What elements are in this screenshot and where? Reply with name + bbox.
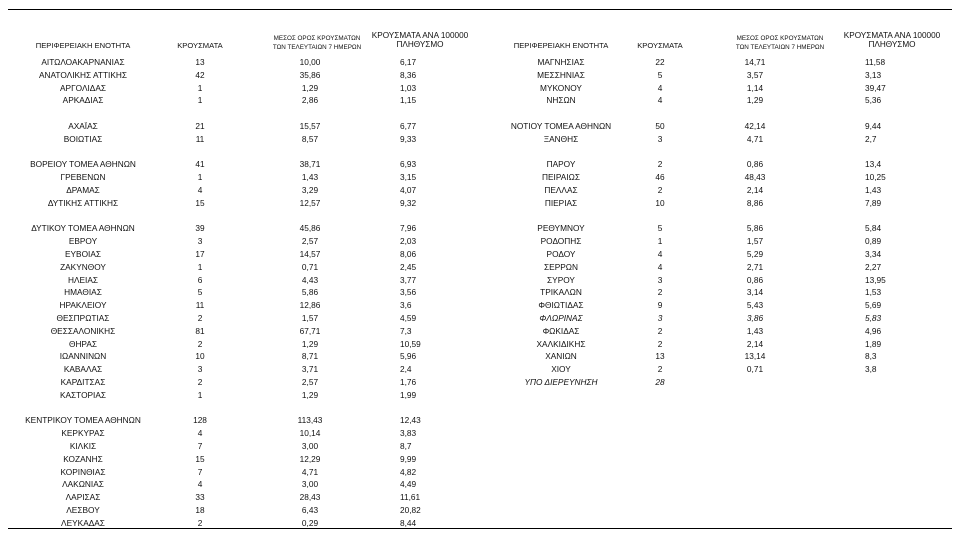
- cell-per100k: 5,84: [865, 223, 882, 234]
- cell-cases: 1: [197, 95, 203, 106]
- cell-per100k: 1,76: [400, 376, 417, 387]
- cell-region: ΡΟΔΟΥ: [546, 248, 576, 259]
- cell-avg: 0,29: [301, 517, 319, 528]
- table-row: [480, 350, 960, 363]
- cell-region: ΧΑΝΙΩΝ: [545, 351, 577, 362]
- cell-avg: 12,86: [299, 300, 321, 311]
- cell-per100k: 6,93: [400, 159, 417, 170]
- cell-avg: 113,43: [297, 415, 323, 426]
- cell-avg: 8,86: [746, 197, 764, 208]
- cell-region: ΛΕΥΚΑΔΑΣ: [61, 517, 105, 528]
- cell-region: ΒΟΙΩΤΙΑΣ: [63, 133, 103, 144]
- table-row: [0, 299, 480, 312]
- table-row: [0, 414, 480, 427]
- cell-per100k: 3,77: [400, 274, 417, 285]
- cell-cases: 5: [657, 223, 663, 234]
- cell-per100k: 1,53: [865, 287, 882, 298]
- cell-avg: 3,71: [301, 364, 319, 375]
- cell-cases: 3: [197, 364, 203, 375]
- cell-region: ΦΩΚΙΔΑΣ: [542, 325, 580, 336]
- cell-per100k: 8,36: [400, 69, 417, 80]
- cell-cases: 11: [195, 300, 205, 311]
- cell-region: ΚΑΣΤΟΡΙΑΣ: [59, 389, 107, 400]
- cell-cases: 2: [657, 159, 663, 170]
- cell-cases: 6: [197, 274, 203, 285]
- cell-avg: 3,86: [746, 312, 764, 323]
- spacer-row: [0, 402, 480, 415]
- table-row: [0, 286, 480, 299]
- cell-cases: 3: [197, 236, 203, 247]
- cell-region: ΡΕΘΥΜΝΟΥ: [537, 223, 585, 234]
- table-row: [0, 338, 480, 351]
- cell-per100k: 8,7: [400, 440, 412, 451]
- cell-avg: 4,43: [301, 274, 319, 285]
- cell-cases: 22: [655, 57, 665, 67]
- cell-cases: 2: [197, 312, 203, 323]
- table-row: [0, 376, 480, 389]
- header-avg-right: ΜΕΣΟΣ ΟΡΟΣ ΚΡΟΥΣΜΑΤΩΝ ΤΩΝ ΤΕΛΕΥΤΑΙΩΝ 7 ΗΜΕΡΩΝ: [735, 35, 825, 51]
- cell-region: ΚΑΒΑΛΑΣ: [63, 364, 103, 375]
- cell-region: ΚΑΡΔΙΤΣΑΣ: [60, 376, 106, 387]
- cell-cases: 33: [195, 492, 205, 503]
- cell-avg: 8,71: [301, 351, 319, 362]
- cell-per100k: 7,3: [400, 325, 412, 336]
- cell-cases: 13: [195, 57, 205, 67]
- cell-cases: 1: [197, 172, 203, 183]
- cell-avg: 38,71: [299, 159, 321, 170]
- cell-avg: 10,00: [299, 57, 321, 67]
- cell-avg: 12,57: [299, 197, 321, 208]
- spacer-row: [0, 210, 480, 223]
- cell-avg: 2,86: [301, 95, 319, 106]
- spacer-row: [0, 107, 480, 120]
- cell-avg: 5,86: [746, 223, 764, 234]
- cell-cases: 9: [657, 300, 663, 311]
- cell-per100k: 9,33: [400, 133, 417, 144]
- cell-region: ΚΙΛΚΙΣ: [69, 440, 97, 451]
- cell-cases: 2: [657, 184, 663, 195]
- cell-cases: 2: [197, 338, 203, 349]
- cell-per100k: 1,89: [865, 338, 882, 349]
- table-row: [480, 158, 960, 171]
- cell-avg: 10,14: [299, 428, 321, 439]
- cell-region: ΠΕΙΡΑΙΩΣ: [542, 172, 580, 183]
- table-row: [0, 389, 480, 402]
- cell-cases: 1: [197, 261, 203, 272]
- cell-avg: 14,71: [744, 57, 766, 67]
- cell-avg: 3,57: [746, 69, 764, 80]
- table-row: [0, 363, 480, 376]
- cell-per100k: 5,96: [400, 351, 417, 362]
- cell-per100k: 39,47: [865, 82, 886, 93]
- cell-avg: 3,14: [746, 287, 764, 298]
- cell-per100k: 9,32: [400, 197, 417, 208]
- table-row: [0, 350, 480, 363]
- cell-region: ΛΑΡΙΣΑΣ: [65, 492, 101, 503]
- cell-cases: 1: [197, 389, 203, 400]
- cell-region: ΛΕΣΒΟΥ: [66, 504, 100, 515]
- table-row: [0, 197, 480, 210]
- cell-per100k: 3,13: [865, 69, 882, 80]
- cell-avg: 42,14: [744, 120, 766, 131]
- cell-per100k: 2,7: [865, 133, 877, 144]
- cell-avg: 5,29: [746, 248, 764, 259]
- cell-per100k: 4,96: [865, 325, 882, 336]
- cell-region: ΑΝΑΤΟΛΙΚΗΣ ΑΤΤΙΚΗΣ: [38, 69, 128, 80]
- cell-avg: 1,29: [746, 95, 764, 106]
- table-row: [480, 299, 960, 312]
- cell-region: ΘΗΡΑΣ: [68, 338, 98, 349]
- cell-cases: 1: [197, 82, 203, 93]
- cell-region: ΣΥΡΟΥ: [547, 274, 575, 285]
- cell-avg: 1,29: [301, 338, 319, 349]
- table-row: [480, 82, 960, 95]
- table-row: [0, 94, 480, 107]
- table-row: [480, 171, 960, 184]
- cell-region: ΠΕΛΛΑΣ: [544, 184, 578, 195]
- cell-per100k: 6,17: [400, 57, 417, 67]
- cell-avg: 1,43: [301, 172, 319, 183]
- table-row: [480, 133, 960, 146]
- cell-cases: 3: [657, 274, 663, 285]
- cell-region: ΗΜΑΘΙΑΣ: [64, 287, 102, 298]
- cell-per100k: 2,03: [400, 236, 417, 247]
- cell-cases: 11: [195, 133, 205, 144]
- table-row: [480, 69, 960, 82]
- spacer-row: [0, 146, 480, 159]
- cell-per100k: 3,8: [865, 364, 877, 375]
- cell-region: ΛΑΚΩΝΙΑΣ: [62, 479, 104, 490]
- cell-per100k: 4,07: [400, 184, 417, 195]
- table-row: [480, 274, 960, 287]
- cell-region: ΜΕΣΣΗΝΙΑΣ: [537, 69, 585, 80]
- cell-cases: 1: [657, 236, 663, 247]
- table-row: [0, 440, 480, 453]
- cell-per100k: 8,44: [400, 517, 417, 528]
- table-row: [0, 184, 480, 197]
- cell-per100k: 3,56: [400, 287, 417, 298]
- cell-per100k: 10,59: [400, 338, 421, 349]
- bottom-rule: [8, 528, 952, 529]
- cell-per100k: 3,83: [400, 428, 417, 439]
- cell-cases: 15: [195, 453, 205, 464]
- table-row: [0, 133, 480, 146]
- cell-region: ΔΥΤΙΚΟΥ ΤΟΜΕΑ ΑΘΗΝΩΝ: [31, 223, 135, 234]
- cell-per100k: 11,58: [865, 57, 886, 67]
- cell-per100k: 13,4: [865, 159, 882, 170]
- cell-avg: 1,29: [301, 82, 319, 93]
- cell-region: ΥΠΟ ΔΙΕΡΕΥΝΗΣΗ: [524, 376, 598, 387]
- cell-region: ΑΡΚΑΔΙΑΣ: [62, 95, 104, 106]
- table-row: [0, 274, 480, 287]
- cell-region: ΑΙΤΩΛΟΑΚΑΡΝΑΝΙΑΣ: [41, 57, 125, 67]
- cell-region: ΠΙΕΡΙΑΣ: [544, 197, 578, 208]
- table-row: [480, 376, 960, 389]
- header-per100k-left: ΚΡΟΥΣΜΑΤΑ ΑΝΑ 100000 ΠΛΗΘΥΣΜΟ: [371, 31, 469, 49]
- cell-cases: 17: [195, 248, 205, 259]
- table-row: [0, 171, 480, 184]
- cell-region: ΙΩΑΝΝΙΝΩΝ: [59, 351, 107, 362]
- cell-cases: 46: [655, 172, 665, 183]
- cell-avg: 48,43: [744, 172, 766, 183]
- table-row: [480, 363, 960, 376]
- cell-avg: 2,14: [746, 338, 764, 349]
- cell-per100k: 2,27: [865, 261, 882, 272]
- cell-region: ΝΗΣΩΝ: [546, 95, 576, 106]
- cell-region: ΓΡΕΒΕΝΩΝ: [60, 172, 106, 183]
- cell-cases: 4: [197, 428, 203, 439]
- cell-cases: 5: [657, 69, 663, 80]
- spacer-row: [480, 210, 960, 223]
- cell-region: ΕΥΒΟΙΑΣ: [64, 248, 102, 259]
- cell-per100k: 4,49: [400, 479, 417, 490]
- cell-avg: 3,00: [301, 440, 319, 451]
- cell-cases: 10: [655, 197, 665, 208]
- table-row: [480, 325, 960, 338]
- cell-cases: 18: [195, 504, 205, 515]
- cell-cases: 15: [195, 197, 205, 208]
- table-row: [0, 325, 480, 338]
- cell-per100k: 1,43: [865, 184, 882, 195]
- cell-avg: 3,29: [301, 184, 319, 195]
- cell-cases: 2: [197, 517, 203, 528]
- cell-avg: 1,14: [746, 82, 764, 93]
- cell-avg: 5,86: [301, 287, 319, 298]
- cell-cases: 2: [657, 338, 663, 349]
- spacer-row: [480, 146, 960, 159]
- cell-avg: 67,71: [299, 325, 321, 336]
- cell-region: ΧΑΛΚΙΔΙΚΗΣ: [536, 338, 586, 349]
- cell-per100k: 3,6: [400, 300, 412, 311]
- header-per100k-right: ΚΡΟΥΣΜΑΤΑ ΑΝΑ 100000 ΠΛΗΘΥΣΜΟ: [843, 31, 941, 49]
- cell-avg: 4,71: [301, 466, 319, 477]
- header-avg-left: ΜΕΣΟΣ ΟΡΟΣ ΚΡΟΥΣΜΑΤΩΝ ΤΩΝ ΤΕΛΕΥΤΑΙΩΝ 7 ΗΜΕΡΩΝ: [272, 35, 362, 51]
- table-row: [0, 248, 480, 261]
- cell-per100k: 10,25: [865, 172, 886, 183]
- cell-region: ΔΥΤΙΚΗΣ ΑΤΤΙΚΗΣ: [47, 197, 119, 208]
- cell-region: ΜΑΓΝΗΣΙΑΣ: [537, 57, 585, 67]
- cell-cases: 2: [197, 376, 203, 387]
- cell-region: ΗΛΕΙΑΣ: [67, 274, 99, 285]
- cell-avg: 2,71: [746, 261, 764, 272]
- table-row: [480, 56, 960, 69]
- table-row: [480, 184, 960, 197]
- cell-per100k: 0,89: [865, 236, 882, 247]
- table-row: [0, 235, 480, 248]
- cell-per100k: 9,99: [400, 453, 417, 464]
- cell-avg: 0,86: [746, 274, 764, 285]
- header-region-left: ΠΕΡΙΦΕΡΕΙΑΚΗ ΕΝΟΤΗΤΑ: [35, 41, 131, 50]
- cell-avg: 12,29: [299, 453, 321, 464]
- cell-cases: 3: [657, 133, 663, 144]
- cell-per100k: 1,03: [400, 82, 417, 93]
- table-row: [0, 158, 480, 171]
- cell-per100k: 5,36: [865, 95, 882, 106]
- cell-cases: 21: [195, 120, 205, 131]
- table-row: [480, 235, 960, 248]
- cell-cases: 2: [657, 287, 663, 298]
- cell-cases: 4: [657, 248, 663, 259]
- cell-per100k: 9,44: [865, 120, 882, 131]
- cell-avg: 14,57: [299, 248, 321, 259]
- header-cases-right: ΚΡΟΥΣΜΑΤΑ: [637, 41, 683, 50]
- cell-per100k: 1,99: [400, 389, 417, 400]
- table-row: [0, 504, 480, 517]
- table-row: [0, 69, 480, 82]
- header-region-right: ΠΕΡΙΦΕΡΕΙΑΚΗ ΕΝΟΤΗΤΑ: [513, 41, 609, 50]
- cell-per100k: 4,82: [400, 466, 417, 477]
- cell-cases: 41: [195, 159, 205, 170]
- table-row: [0, 466, 480, 479]
- cell-avg: 35,86: [299, 69, 321, 80]
- cell-cases: 4: [197, 479, 203, 490]
- cell-region: ΚΟΖΑΝΗΣ: [63, 453, 103, 464]
- cell-cases: 128: [193, 415, 207, 426]
- cell-region: ΔΡΑΜΑΣ: [66, 184, 100, 195]
- table-row: [480, 286, 960, 299]
- cell-cases: 42: [195, 69, 205, 80]
- cell-region: ΧΙΟΥ: [551, 364, 571, 375]
- cell-avg: 2,57: [301, 376, 319, 387]
- cell-per100k: 7,89: [865, 197, 882, 208]
- cell-cases: 2: [657, 364, 663, 375]
- cell-per100k: 5,69: [865, 300, 882, 311]
- table-row: [480, 261, 960, 274]
- cell-avg: 2,57: [301, 236, 319, 247]
- cell-avg: 0,86: [746, 159, 764, 170]
- cell-per100k: 2,45: [400, 261, 417, 272]
- cell-per100k: 11,61: [400, 492, 421, 503]
- cell-cases: 5: [197, 287, 203, 298]
- cell-cases: 4: [657, 261, 663, 272]
- cell-region: ΞΑΝΘΗΣ: [543, 133, 579, 144]
- table-row: [0, 453, 480, 466]
- cell-cases: 50: [655, 120, 665, 131]
- spacer-row: [480, 107, 960, 120]
- left-table: [0, 56, 480, 529]
- cell-cases: 7: [197, 466, 203, 477]
- table-row: [480, 338, 960, 351]
- cell-avg: 1,57: [301, 312, 319, 323]
- cell-avg: 3,00: [301, 479, 319, 490]
- cell-avg: 8,57: [301, 133, 319, 144]
- cell-region: ΘΕΣΣΑΛΟΝΙΚΗΣ: [50, 325, 116, 336]
- cell-avg: 15,57: [299, 120, 321, 131]
- cell-per100k: 8,06: [400, 248, 417, 259]
- cell-cases: 3: [657, 312, 663, 323]
- table-row: [0, 427, 480, 440]
- table-row: [480, 197, 960, 210]
- cell-region: ΚΟΡΙΝΘΙΑΣ: [60, 466, 106, 477]
- cell-per100k: 3,34: [865, 248, 882, 259]
- cell-cases: 39: [195, 223, 205, 234]
- table-row: [0, 491, 480, 504]
- cell-region: ΒΟΡΕΙΟΥ ΤΟΜΕΑ ΑΘΗΝΩΝ: [30, 159, 136, 170]
- cell-avg: 4,71: [746, 133, 764, 144]
- cell-region: ΣΕΡΡΩΝ: [544, 261, 578, 272]
- cell-avg: 1,29: [301, 389, 319, 400]
- cell-cases: 2: [657, 325, 663, 336]
- cell-avg: 45,86: [299, 223, 321, 234]
- cell-region: ΝΟΤΙΟΥ ΤΟΜΕΑ ΑΘΗΝΩΝ: [510, 120, 612, 131]
- cell-region: ΤΡΙΚΑΛΩΝ: [540, 287, 582, 298]
- cell-region: ΦΘΙΩΤΙΔΑΣ: [538, 300, 584, 311]
- cell-region: ΡΟΔΟΠΗΣ: [540, 236, 582, 247]
- cell-region: ΘΕΣΠΡΩΤΙΑΣ: [56, 312, 110, 323]
- cell-avg: 13,14: [744, 351, 766, 362]
- cell-cases: 10: [195, 351, 205, 362]
- table-row: [0, 478, 480, 491]
- top-rule: [8, 9, 952, 10]
- cell-avg: 2,14: [746, 184, 764, 195]
- cell-per100k: 5,83: [865, 312, 882, 323]
- cell-region: ΜΥΚΟΝΟΥ: [540, 82, 582, 93]
- cell-avg: 28,43: [299, 492, 321, 503]
- cell-region: ΚΕΡΚΥΡΑΣ: [61, 428, 105, 439]
- cell-avg: 6,43: [301, 504, 319, 515]
- cell-per100k: 13,95: [865, 274, 886, 285]
- cell-per100k: 12,43: [400, 415, 421, 426]
- cell-per100k: 8,3: [865, 351, 877, 362]
- cell-avg: 1,43: [746, 325, 764, 336]
- cell-region: ΑΡΓΟΛΙΔΑΣ: [60, 82, 106, 93]
- table-row: [0, 56, 480, 69]
- cell-region: ΑΧΑΪΑΣ: [68, 120, 98, 131]
- cell-region: ΚΕΝΤΡΙΚΟΥ ΤΟΜΕΑ ΑΘΗΝΩΝ: [25, 415, 141, 426]
- table-row: [0, 222, 480, 235]
- table-row: [0, 120, 480, 133]
- cell-per100k: 20,82: [400, 504, 421, 515]
- cell-region: ΠΑΡΟΥ: [546, 159, 576, 170]
- header-cases-left: ΚΡΟΥΣΜΑΤΑ: [177, 41, 223, 50]
- cell-cases: 13: [655, 351, 665, 362]
- table-row: [480, 248, 960, 261]
- cell-per100k: 7,96: [400, 223, 417, 234]
- cell-avg: 5,43: [746, 300, 764, 311]
- cell-region: ΦΛΩΡΙΝΑΣ: [539, 312, 583, 323]
- cell-avg: 0,71: [746, 364, 764, 375]
- cell-per100k: 6,77: [400, 120, 417, 131]
- cell-cases: 4: [657, 95, 663, 106]
- cell-region: ΕΒΡΟΥ: [68, 236, 98, 247]
- table-row: [480, 222, 960, 235]
- table-row: [480, 94, 960, 107]
- cell-cases: 28: [655, 376, 665, 387]
- cell-avg: 0,71: [301, 261, 319, 272]
- cell-region: ΖΑΚΥΝΘΟΥ: [60, 261, 106, 272]
- table-row: [480, 312, 960, 325]
- table-row: [0, 82, 480, 95]
- cell-cases: 81: [195, 325, 205, 336]
- table-row: [0, 312, 480, 325]
- table-row: [480, 120, 960, 133]
- cell-per100k: 1,15: [400, 95, 417, 106]
- cell-avg: 1,57: [746, 236, 764, 247]
- table-row: [0, 261, 480, 274]
- cell-region: ΗΡΑΚΛΕΙΟΥ: [59, 300, 107, 311]
- cell-per100k: 2,4: [400, 364, 412, 375]
- cell-per100k: 4,59: [400, 312, 417, 323]
- cell-cases: 7: [197, 440, 203, 451]
- cell-cases: 4: [657, 82, 663, 93]
- cell-per100k: 3,15: [400, 172, 417, 183]
- cell-cases: 4: [197, 184, 203, 195]
- right-table: [480, 56, 960, 389]
